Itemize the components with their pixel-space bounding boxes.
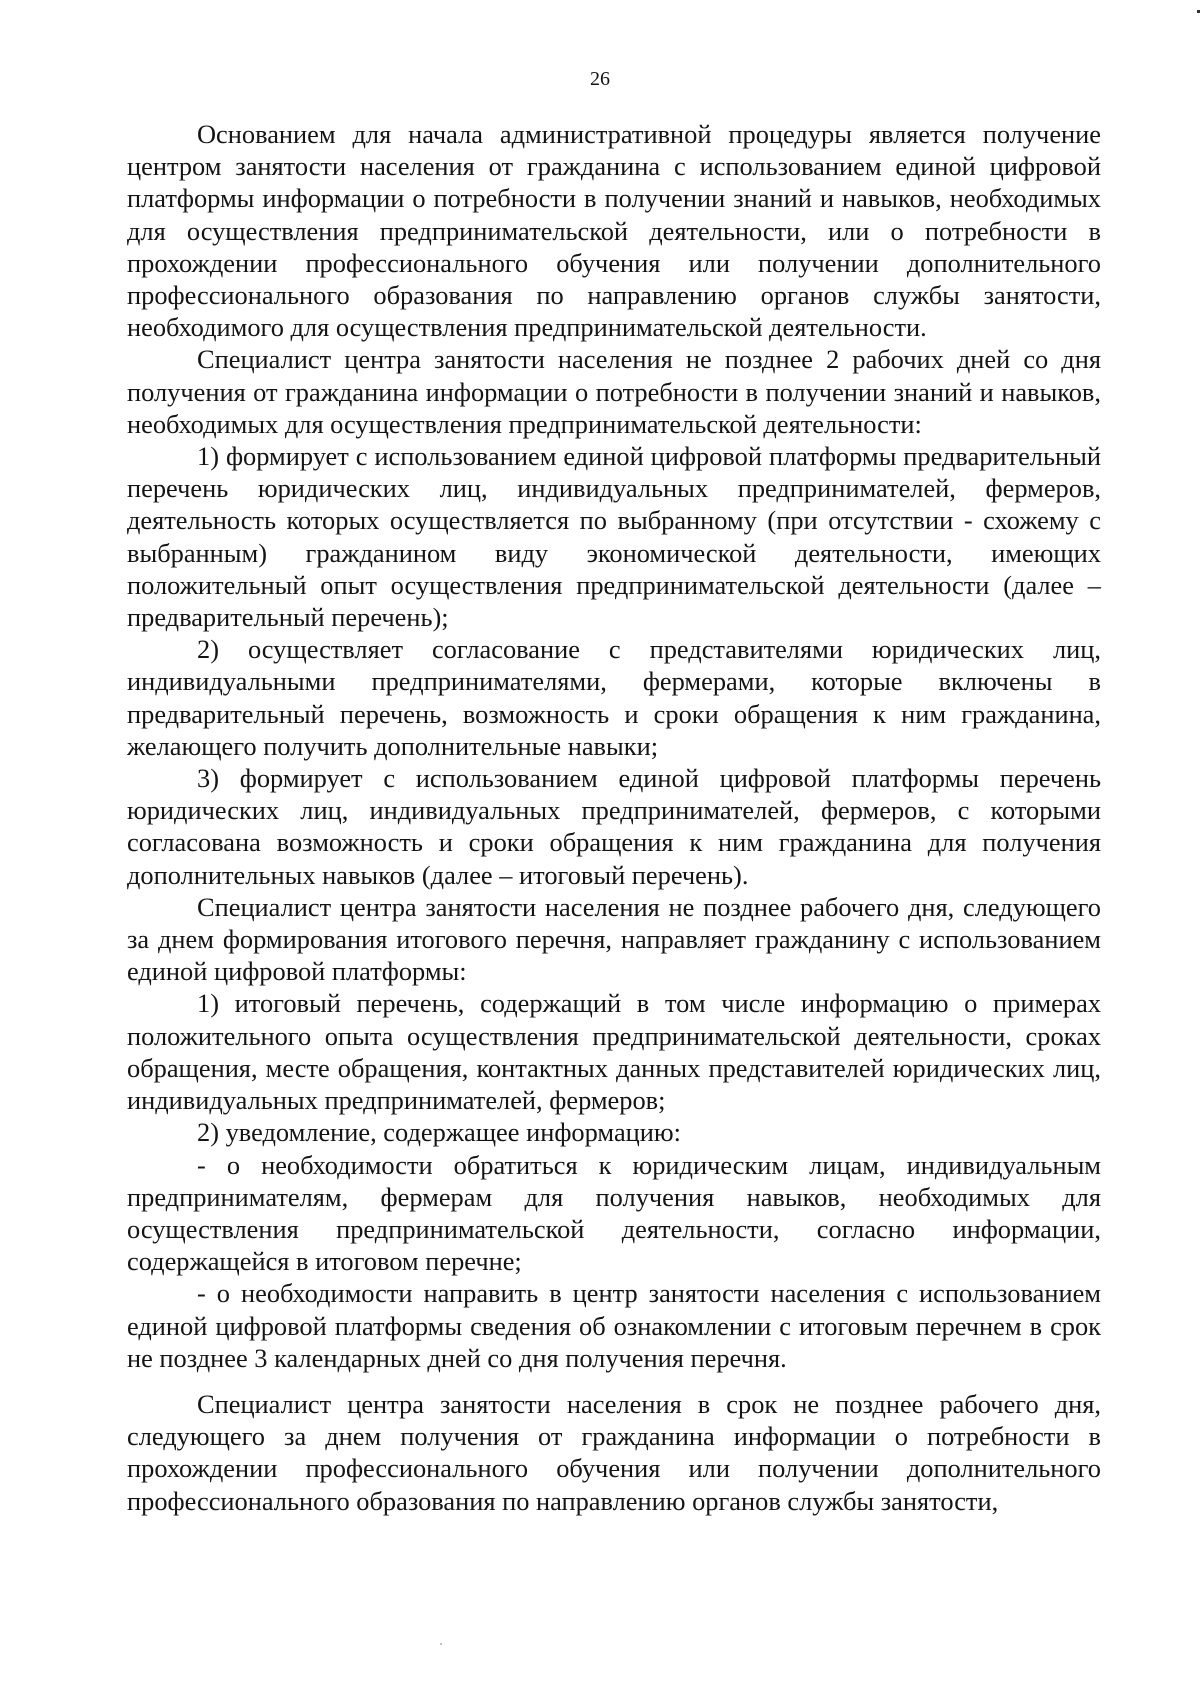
paragraph-specialist-2-days: Специалист центра занятости населения не позднее 2 рабочих дней со дня получения от гражданина информации о потребности в получении знаний и навыков, необходимых для осуществления предпринимательской деятельности: (127, 344, 1101, 439)
dash-item-send-acknowledgement: - о необходимости направить в центр занятости населения с использованием единой цифровой платформы сведения об ознакомлении с итоговым перечнем в срок не позднее 3 календарных дней со дня получения перечня. (127, 1278, 1101, 1373)
dash-item-contact-persons: - о необходимости обратиться к юридическим лицам, индивидуальным предпринимателям, фермерам для получения навыков, необходимых для осуществления предпринимательской деятельности, согласно информации, содержащейся в итоговом перечне; (127, 1149, 1101, 1277)
list-item-2-notification: 2) уведомление, содержащее информацию: (197, 1117, 681, 1148)
document-body (127, 118, 1101, 1517)
paragraph-basis: Основанием для начала административной процедуры является получение центром занятости населения от гражданина с использованием единой цифровой платформы информации о потребности в получении знаний и навыков, необходимых для осуществления предпринимательской деятельности, или о потребности в прохождении профессионального обучения или получении дополнительного профессионального образования по направлению органов службы занятости, необходимого для осуществления предпринимательской деятельности. (127, 119, 1101, 343)
paragraph-specialist-sends: Специалист центра занятости населения не позднее рабочего дня, следующего за днем формирования итогового перечня, направляет гражданину с использованием единой цифровой платформы: (127, 891, 1101, 987)
list-item-3-final-list: 3) формирует с использованием единой цифровой платформы перечень юридических лиц, индивидуальных предпринимателей, фермеров, с которыми согласована возможность и сроки обращения к ним гражданина для получения дополнительных навыков (далее – итоговый перечень). (127, 763, 1101, 890)
list-item-1-preliminary-list: 1) формирует с использованием единой цифровой платформы предварительный перечень юридических лиц, индивидуальных предпринимателей, фермеров, деятельность которых осуществляется по выбранному (при отсутствии - схожему с выбранным) гражданином виду экономической деятельности, имеющих положительный опыт осуществления предпринимательской деятельности (далее – предварительный перечень); (127, 441, 1101, 633)
list-item-2-coordination: 2) осуществляет согласование с представителями юридических лиц, индивидуальными предпринимателями, фермерами, которые включены в предварительный перечень, возможность и сроки обращения к ним гражданина, желающего получить дополнительные навыки; (127, 634, 1101, 761)
scan-speck (440, 1643, 442, 1645)
paragraph-specialist-training: Специалист центра занятости населения в срок не позднее рабочего дня, следующего за днем получения от гражданина информации о потребности в прохождении профессионального обучения или получении дополнительного профессионального образования по направлению органов службы занятости, (127, 1388, 1101, 1516)
list-item-1-final-list-contents: 1) итоговый перечень, содержащий в том числе информацию о примерах положительного опыта осуществления предпринимательской деятельности, сроках обращения, месте обращения, контактных данных представителей юридических лиц, индивидуальных предпринимателей, фермеров; (127, 988, 1101, 1116)
page-number: 26 (590, 68, 610, 90)
